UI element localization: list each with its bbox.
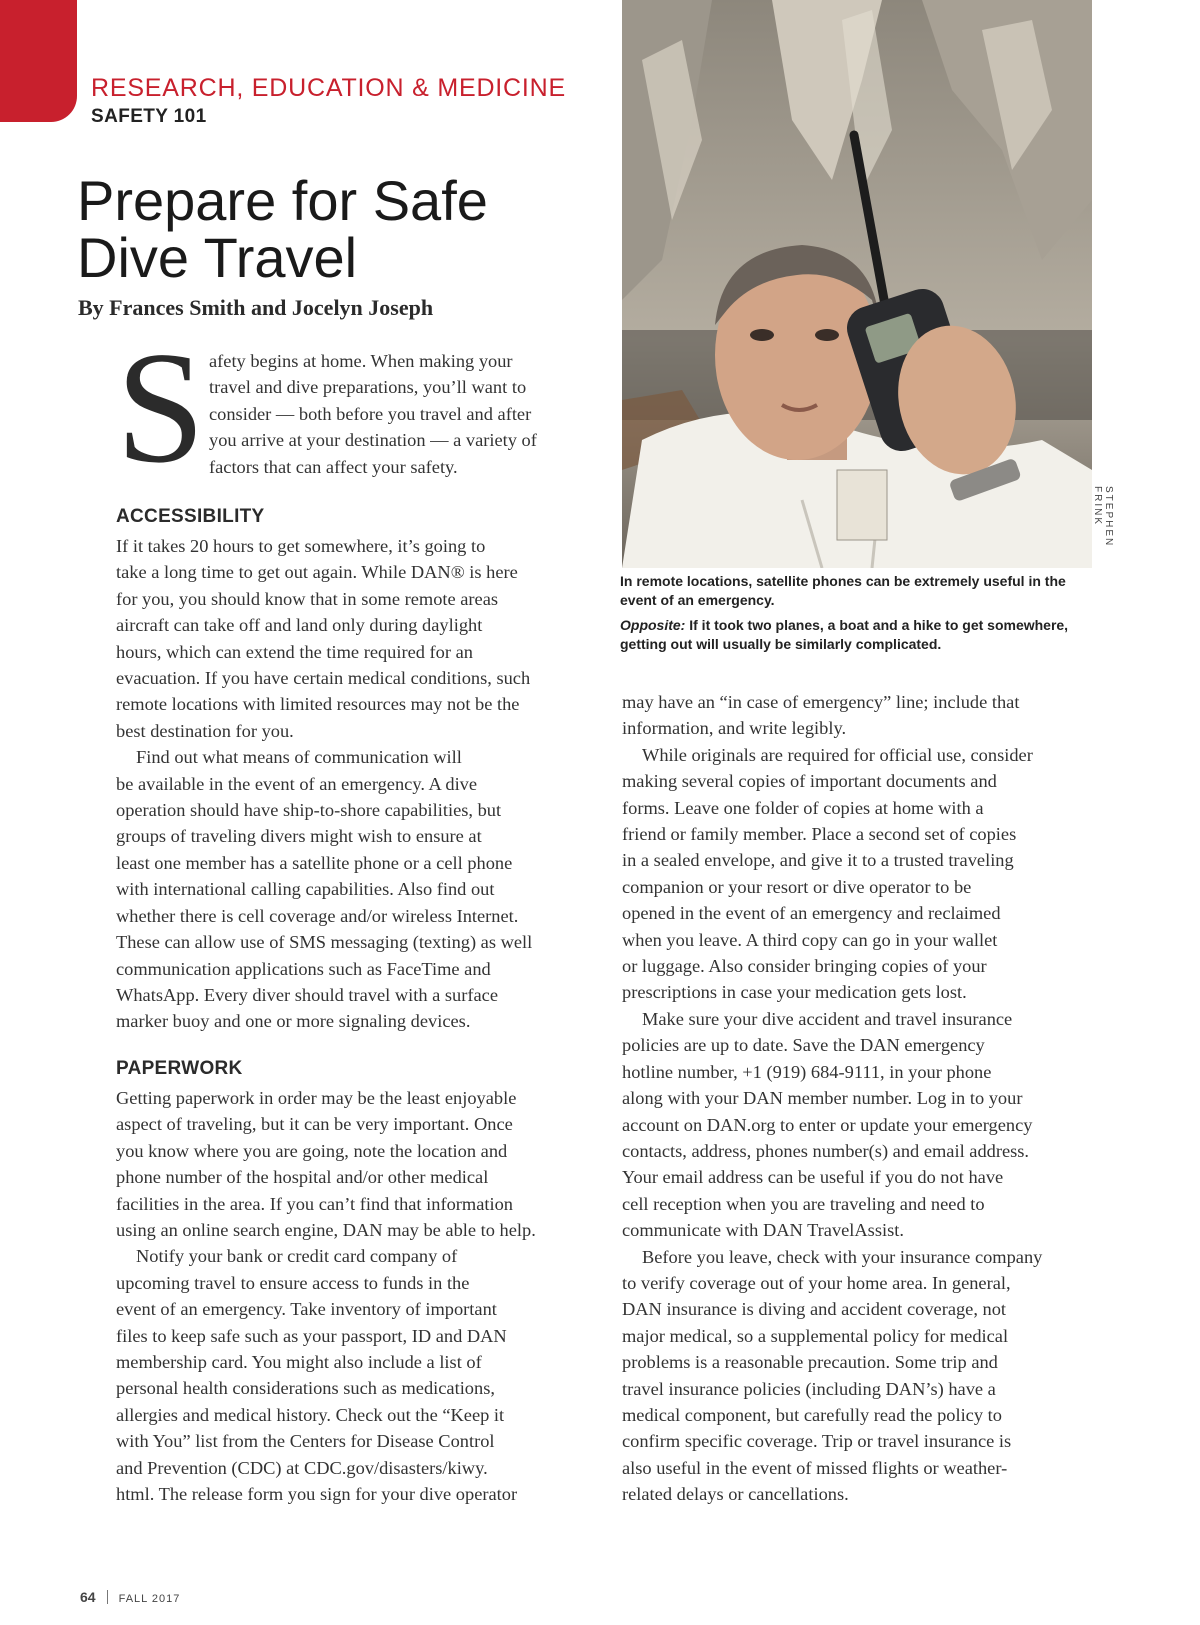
- text-line: groups of traveling divers might wish to ensure at: [116, 826, 482, 847]
- text-line: Before you leave, check with your insurance company: [642, 1246, 1043, 1267]
- article-title: [77, 169, 557, 289]
- text-line: communication applications such as FaceTime and: [116, 958, 491, 979]
- text-line: along with your DAN member number. Log in to your: [622, 1088, 1023, 1109]
- text-line: you arrive at your destination — a variety of: [209, 430, 537, 451]
- text-line: If it takes 20 hours to get somewhere, it’s going to: [116, 536, 486, 556]
- text-line: operation should have ship-to-shore capabilities, but: [116, 800, 502, 821]
- satellite-phone-photo: [622, 0, 1092, 568]
- text-line: marker buoy and one or more signaling devices.: [116, 1011, 471, 1032]
- caption-line: getting out will usually be similarly complicated.: [620, 635, 942, 652]
- text-line: with You” list from the Centers for Disease Control: [116, 1431, 495, 1452]
- text-line: evacuation. If you have certain medical conditions, such: [116, 668, 531, 689]
- intro-paragraph: [209, 348, 537, 480]
- text-line: hotline number, +1 (919) 684-9111, in your phone: [622, 1061, 992, 1082]
- text-line: may have an “in case of emergency” line; include that: [622, 692, 1020, 712]
- text-line: making several copies of important documents and: [622, 771, 997, 792]
- text-line: WhatsApp. Every diver should travel with a surface: [116, 984, 498, 1005]
- text-line: in a sealed envelope, and give it to a trusted traveling: [622, 850, 1014, 871]
- text-line: major medical, so a supplemental policy for medical: [622, 1325, 1009, 1346]
- caption-line: In remote locations, satellite phones can be extremely useful in the: [620, 573, 1066, 589]
- text-line: whether there is cell coverage and/or wireless Internet.: [116, 905, 519, 926]
- drop-cap: S: [116, 318, 205, 496]
- paperwork-heading: PAPERWORK: [116, 1058, 243, 1079]
- text-line: files to keep safe such as your passport, ID and DAN: [116, 1325, 507, 1346]
- page-footer: [80, 1589, 180, 1607]
- footer-divider: [107, 1590, 108, 1604]
- text-line: with international calling capabilities. Also find out: [116, 879, 495, 900]
- text-line: forms. Leave one folder of copies at home with a: [622, 797, 984, 818]
- title-line: Dive Travel: [77, 226, 358, 289]
- accessibility-heading: ACCESSIBILITY: [116, 506, 265, 527]
- text-line: hours, which can extend the time required for an: [116, 641, 473, 662]
- text-line: membership card. You might also include a list of: [116, 1352, 482, 1373]
- text-line: consider — both before you travel and after: [209, 403, 532, 424]
- text-line: companion or your resort or dive operator to be: [622, 876, 972, 897]
- text-line: aspect of traveling, but it can be very important. Once: [116, 1114, 513, 1135]
- text-line: you know where you are going, note the location and: [116, 1140, 508, 1161]
- page-number: 64: [80, 1589, 96, 1605]
- text-line: upcoming travel to ensure access to funds in the: [116, 1272, 470, 1293]
- accessibility-body: [116, 533, 532, 1035]
- byline: By Frances Smith and Jocelyn Joseph: [78, 295, 434, 320]
- text-line: and Prevention (CDC) at CDC.gov/disasters/kiwy.: [116, 1457, 488, 1478]
- text-line: Your email address can be useful if you do not have: [622, 1167, 1004, 1188]
- text-line: personal health considerations such as medications,: [116, 1378, 495, 1399]
- text-line: best destination for you.: [116, 720, 294, 741]
- photo-credit: STEPHEN FRINK: [1092, 486, 1114, 548]
- issue-label: FALL 2017: [118, 1593, 181, 1605]
- text-line: confirm specific coverage. Trip or travel insurance is: [622, 1431, 1012, 1452]
- text-line: event of an emergency. Take inventory of important: [116, 1299, 497, 1320]
- text-line: Make sure your dive accident and travel insurance: [642, 1008, 1013, 1029]
- text-line: contacts, address, phones number(s) and email address.: [622, 1140, 1030, 1161]
- text-line: phone number of the hospital and/or other medical: [116, 1167, 489, 1188]
- text-line: communicate with DAN TravelAssist.: [622, 1220, 904, 1241]
- column-two-body: [622, 689, 1042, 1508]
- text-line: be available in the event of an emergency. A dive: [116, 773, 478, 794]
- text-line: account on DAN.org to enter or update your emergency: [622, 1114, 1033, 1135]
- text-line: when you leave. A third copy can go in your wallet: [622, 929, 998, 950]
- text-line: afety begins at home. When making your: [209, 351, 513, 371]
- opposite-label: Opposite:: [620, 617, 686, 633]
- text-line: least one member has a satellite phone or a cell phone: [116, 852, 513, 873]
- paperwork-body: [116, 1085, 536, 1508]
- text-line: friend or family member. Place a second set of copies: [622, 824, 1017, 845]
- text-line: travel and dive preparations, you’ll want to: [209, 377, 527, 398]
- text-line: information, and write legibly.: [622, 718, 847, 739]
- section-name: RESEARCH, EDUCATION & MEDICINE: [91, 74, 566, 102]
- text-line: cell reception when you are traveling and need to: [622, 1193, 985, 1214]
- text-line: problems is a reasonable precaution. Some trip and: [622, 1352, 998, 1373]
- text-line: remote locations with limited resources may not be the: [116, 694, 520, 715]
- text-line: take a long time to get out again. While DAN® is here: [116, 562, 518, 583]
- text-line: or luggage. Also consider bringing copies of your: [622, 956, 987, 977]
- text-line: These can allow use of SMS messaging (texting) as well: [116, 932, 533, 953]
- title-line: Prepare for Safe: [77, 169, 488, 232]
- opposite-caption: [620, 616, 1090, 653]
- text-line: for you, you should know that in some remote areas: [116, 588, 499, 609]
- text-line: opened in the event of an emergency and reclaimed: [622, 903, 1001, 924]
- caption-line: event of an emergency.: [620, 591, 775, 608]
- text-line: medical component, but carefully read the policy to: [622, 1404, 1002, 1425]
- text-line: facilities in the area. If you can’t find that information: [116, 1193, 513, 1214]
- text-line: DAN insurance is diving and accident coverage, not: [622, 1299, 1007, 1320]
- text-line: allergies and medical history. Check out the “Keep it: [116, 1404, 505, 1425]
- text-line: Notify your bank or credit card company of: [136, 1246, 458, 1267]
- text-line: aircraft can take off and land only during daylight: [116, 615, 483, 636]
- text-line: travel insurance policies (including DAN’s) have a: [622, 1378, 996, 1399]
- text-line: related delays or cancellations.: [622, 1484, 849, 1505]
- text-line: policies are up to date. Save the DAN emergency: [622, 1035, 985, 1056]
- caption-line: If it took two planes, a boat and a hike to get somewhere,: [689, 617, 1069, 633]
- department-label: SAFETY 101: [91, 106, 207, 127]
- text-line: While originals are required for official use, consider: [642, 744, 1033, 765]
- text-line: html. The release form you sign for your dive operator: [116, 1484, 518, 1505]
- text-line: to verify coverage out of your home area. In general,: [622, 1272, 1011, 1293]
- text-line: Getting paperwork in order may be the least enjoyable: [116, 1088, 517, 1108]
- section-color-tab: [0, 0, 77, 122]
- text-line: Find out what means of communication will: [136, 747, 462, 768]
- text-line: factors that can affect your safety.: [209, 456, 458, 477]
- text-line: using an online search engine, DAN may be able to help.: [116, 1220, 536, 1241]
- photo-caption: [620, 572, 1090, 609]
- text-line: prescriptions in case your medication gets lost.: [622, 982, 967, 1003]
- text-line: also useful in the event of missed flights or weather-: [622, 1457, 1008, 1478]
